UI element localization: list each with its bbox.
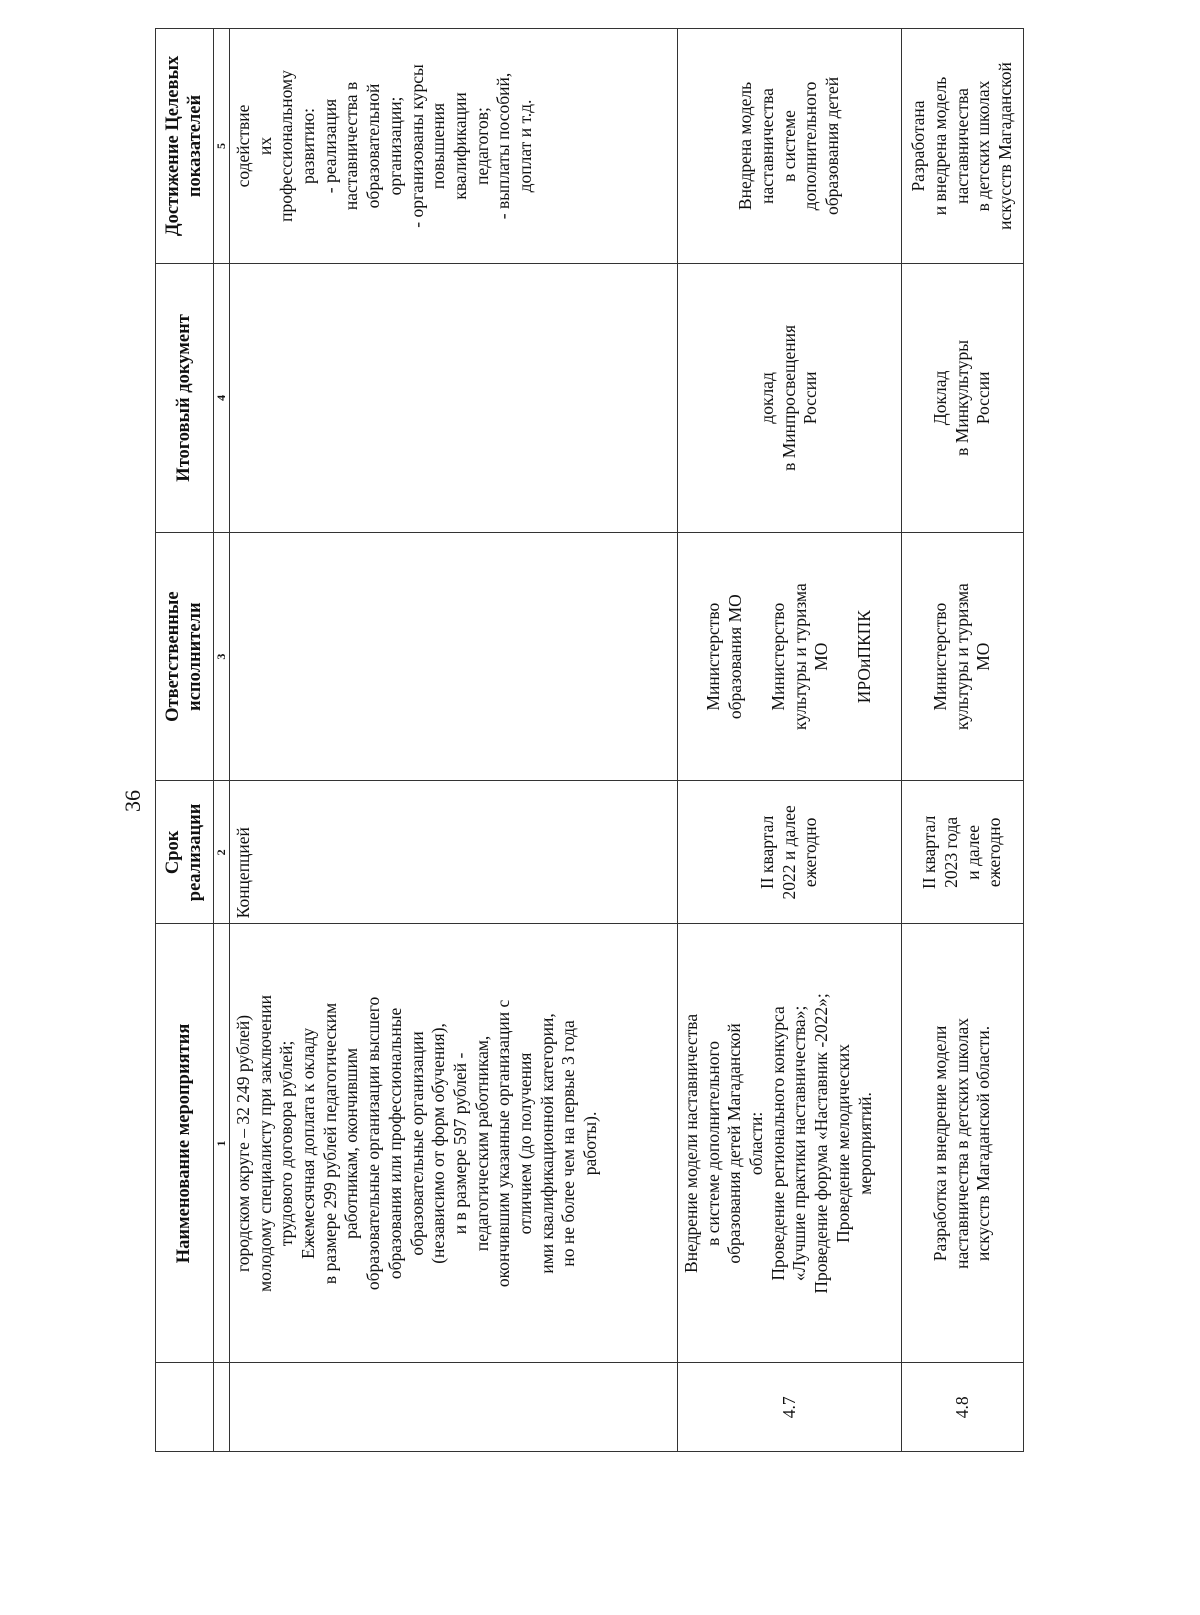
text-line: наставничества <box>756 88 777 204</box>
page-number: 36 <box>120 790 145 812</box>
text-line: но не более чем на первые 3 года <box>558 1020 579 1267</box>
column-numbers-row <box>214 29 230 1452</box>
text-line: Доклад <box>929 370 950 426</box>
table-row <box>678 29 902 1452</box>
header-number <box>156 1363 214 1452</box>
text-line: образования или профессиональные <box>384 1007 405 1280</box>
text-line: доплат и т.д. <box>514 99 535 193</box>
term-cell <box>678 781 902 924</box>
final-document-cell <box>678 263 902 532</box>
text-line: в системе дополнительного <box>702 1040 723 1246</box>
text-line: Министерство <box>767 602 788 711</box>
text-line: Разработка и внедрение модели <box>929 1025 950 1262</box>
row-number: 4.7 <box>678 1363 902 1452</box>
text-line: Внедрена модель <box>735 81 756 211</box>
text-line: квалификации <box>449 92 470 200</box>
target-indicators-cell <box>230 29 678 264</box>
column-number: 3 <box>214 532 230 781</box>
text-line: образовательные организации высшего <box>363 996 384 1291</box>
text-line: ежегодно <box>800 817 821 888</box>
text-line: - организованы курсы <box>406 64 427 228</box>
spacer <box>833 538 854 776</box>
text-line: Министерство <box>703 602 724 711</box>
row-number <box>230 1363 678 1452</box>
target-indicators-cell <box>678 29 902 264</box>
column-number: 5 <box>214 29 230 264</box>
text-line: дополнительного <box>800 81 821 211</box>
header-measure-name: Наименование мероприятия <box>156 924 214 1363</box>
column-number: 1 <box>214 924 230 1363</box>
row-number: 4.8 <box>902 1363 1024 1452</box>
text-line: образования детей <box>822 76 843 216</box>
text-line: повышения <box>428 102 449 190</box>
text-line: в размере 299 рублей педагогическим <box>319 1002 340 1285</box>
text-line: области: <box>746 1111 767 1176</box>
text-line: МО <box>973 642 994 671</box>
text-line: молодому специалисту при заключении <box>254 994 275 1292</box>
text-line: трудового договора рублей; <box>276 1040 297 1247</box>
text-line: II квартал <box>756 815 777 890</box>
text-line: II квартал <box>919 815 940 890</box>
text-line: Проведение регионального конкурса <box>767 1006 788 1281</box>
text-line: отличием (до получения <box>514 1052 535 1235</box>
column-number: 4 <box>214 263 230 532</box>
text-line: (независимо от форм обучения), <box>428 1023 449 1264</box>
text-line: России <box>973 371 994 425</box>
text-line: МО <box>811 642 832 671</box>
table-header-row <box>156 29 214 1452</box>
text-line: искусств Магаданской области. <box>973 1025 994 1261</box>
measure-name-cell <box>230 924 678 1363</box>
text-line: Проведение мелодических <box>832 1044 853 1243</box>
text-line: наставничества в <box>341 81 362 211</box>
text-line: ИРОиПКПК <box>853 610 874 704</box>
text-line: искусств Магаданской <box>995 62 1016 230</box>
text-line: Разработана <box>908 100 929 192</box>
text-line: Ежемесячная доплата к окладу <box>298 1027 319 1259</box>
text-line: культуры и туризма <box>789 583 810 731</box>
text-line: содействие <box>233 104 253 188</box>
text-line: Концепцией <box>233 827 253 919</box>
column-number: 2 <box>214 781 230 924</box>
text-line: педагогическим работникам, <box>471 1035 492 1252</box>
measure-name-cell <box>902 924 1024 1363</box>
text-line: образовательной <box>363 83 384 209</box>
text-line: работы). <box>580 1111 600 1176</box>
table-row <box>230 29 678 1452</box>
text-line: ежегодно <box>984 817 1005 888</box>
text-line: образования детей Магаданской <box>724 1023 745 1264</box>
text-line: мероприятий. <box>854 1092 875 1195</box>
final-document-cell <box>230 263 678 532</box>
text-line: и далее <box>962 824 983 880</box>
target-indicators-cell <box>902 29 1024 264</box>
text-line: Министерство <box>929 602 950 711</box>
term-cell <box>230 781 678 924</box>
text-line: «Лучшие практики наставничества»; <box>789 1005 810 1282</box>
text-line: - реализация <box>319 98 340 194</box>
text-line: в системе <box>778 110 799 182</box>
header-executors: Ответственные исполнители <box>156 532 214 781</box>
term-cell <box>902 781 1024 924</box>
header-target-indicators: Достижение Целевых показателей <box>156 29 214 264</box>
executors-cell <box>230 532 678 781</box>
measure-name-cell <box>678 924 902 1363</box>
text-line: ими квалификационной категории, <box>536 1013 557 1274</box>
text-line: и в размере 597 рублей - <box>449 1052 470 1235</box>
text-line: городском округе – 32 249 рублей) <box>233 1014 253 1272</box>
text-line: в Минкультуры <box>951 339 972 456</box>
executors-cell <box>678 532 902 781</box>
text-line: 2023 года <box>940 816 961 888</box>
text-line: России <box>800 371 821 425</box>
text-line: доклад <box>756 372 777 424</box>
text-line: и внедрена модель <box>929 76 950 216</box>
text-line: образовательные организации <box>406 1031 427 1256</box>
text-line: - выплаты пособий, <box>493 72 514 220</box>
text-line: окончившим указанные организации с <box>493 999 514 1288</box>
text-line: Проведение форума «Наставник -2022»; <box>811 993 832 1294</box>
table-row <box>902 29 1024 1452</box>
final-document-cell <box>902 263 1024 532</box>
text-line: наставничества <box>951 88 972 204</box>
text-line: Внедрение модели наставничества <box>681 1013 701 1273</box>
text-line: образования МО <box>725 594 746 720</box>
text-line: работникам, окончившим <box>341 1047 362 1239</box>
header-final-document: Итоговый документ <box>156 263 214 532</box>
text-line: 2022 и далее <box>778 805 799 900</box>
text-line: профессиональному <box>276 70 297 222</box>
header-term: Срок реализации <box>156 781 214 924</box>
measures-table <box>155 28 1024 1452</box>
text-line: культуры и туризма <box>951 583 972 731</box>
text-line: развитию: <box>298 107 319 184</box>
text-line: наставничества в детских школах <box>951 1017 972 1269</box>
text-line: в детских школах <box>973 80 994 212</box>
executors-cell <box>902 532 1024 781</box>
text-line: в Минпросвещения <box>778 324 799 471</box>
text-line: организации; <box>384 96 405 196</box>
column-number <box>214 1363 230 1452</box>
text-line: их <box>254 136 275 156</box>
text-line: педагогов; <box>471 107 492 185</box>
spacer <box>747 538 768 776</box>
rotated-page-content <box>155 28 1195 1452</box>
